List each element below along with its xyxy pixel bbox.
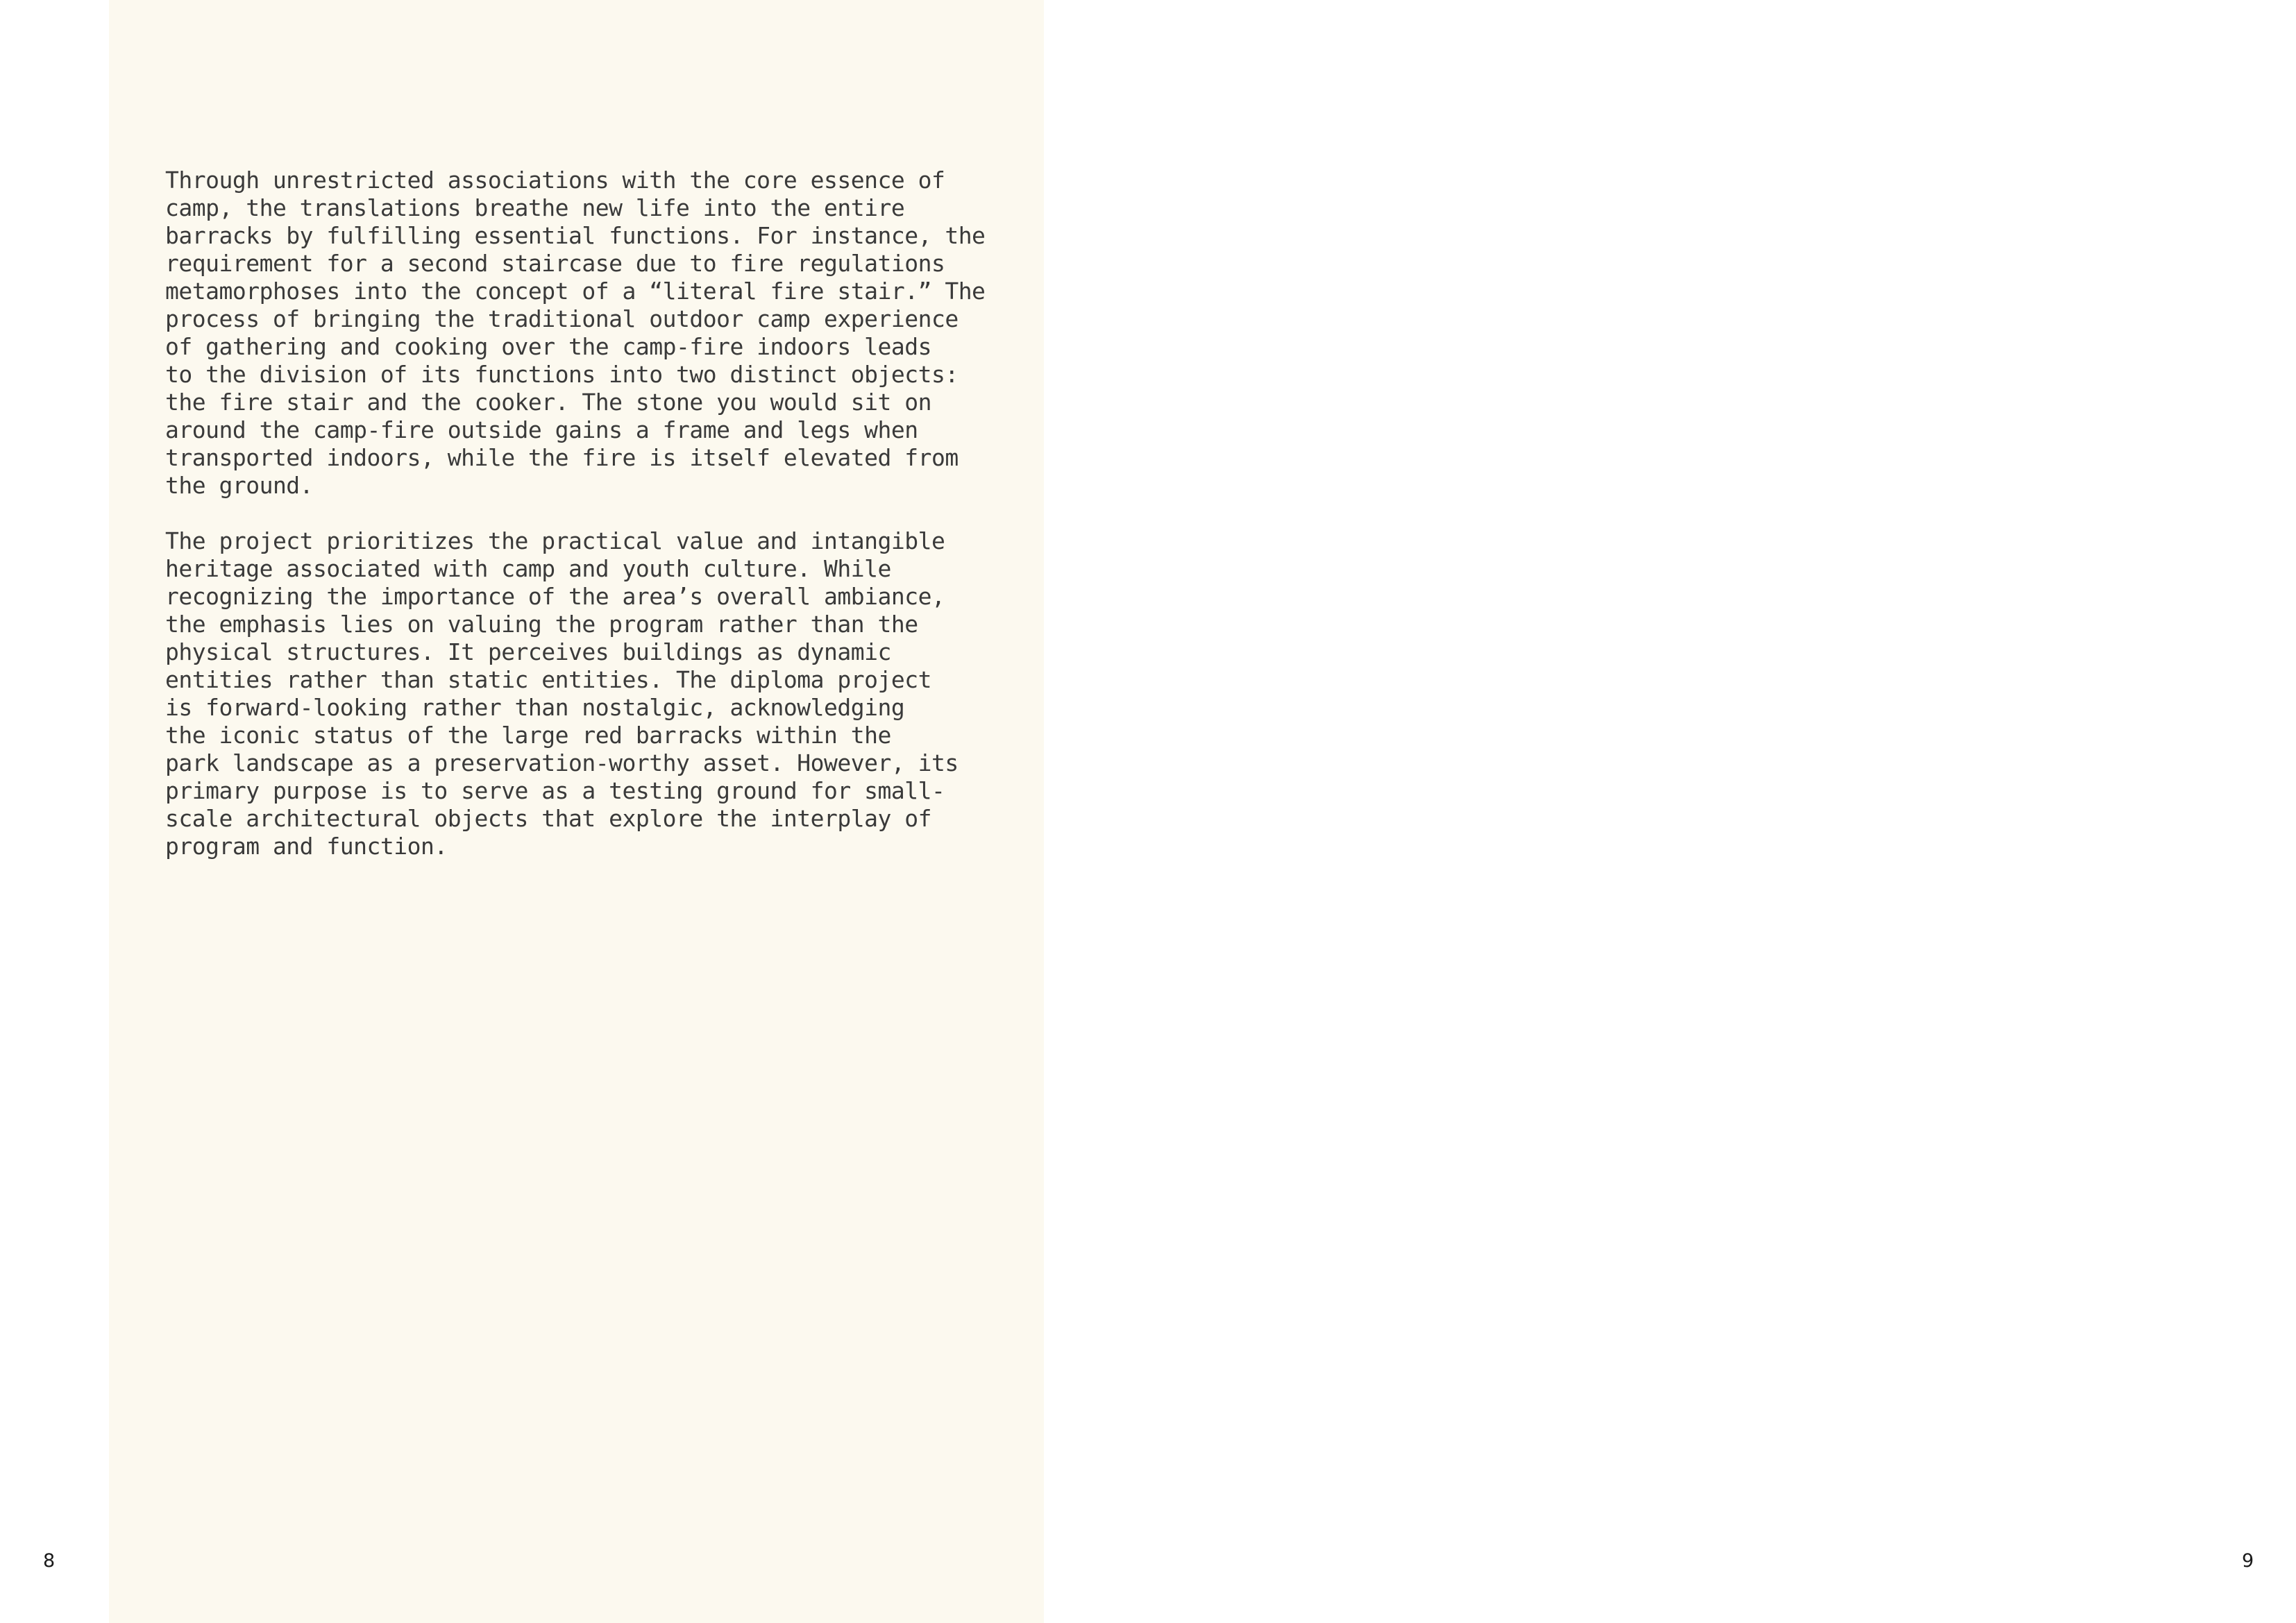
body-text-column [165,167,1026,888]
page-number-right: 9 [2242,1550,2254,1572]
paragraph-2: The project prioritizes the practical value and intangible heritage associated with camp and youth culture. While recognizing the importance of the area’s overall ambiance, the emphasis lies on valuing the program rather than the physical structures. It perceives buildings as dynamic entities rather than static entities. The diploma project is forward-looking rather than nostalgic, acknowledging the iconic status of the large red barracks within the park landscape as a preservation-worthy asset. However, its primary purpose is to serve as a testing ground for small- scale architectural objects that explore the interplay of program and function. [165,527,959,860]
paragraph-1: Through unrestricted associations with the core essence of camp, the translations breathe new life into the entire barracks by fulfilling essential functions. For instance, the requirement for a second staircase due to fire regulations metamorphoses into the concept of a “literal fire stair.” The process of bringing the traditional outdoor camp experience of gathering and cooking over the camp-fire indoors leads to the division of its functions into two distinct objects: the fire stair and the cooker. The stone you would sit on around the camp-fire outside gains a frame and legs when transported indoors, while the fire is itself elevated from the ground. [165,167,986,499]
page-number-left: 8 [43,1550,56,1572]
